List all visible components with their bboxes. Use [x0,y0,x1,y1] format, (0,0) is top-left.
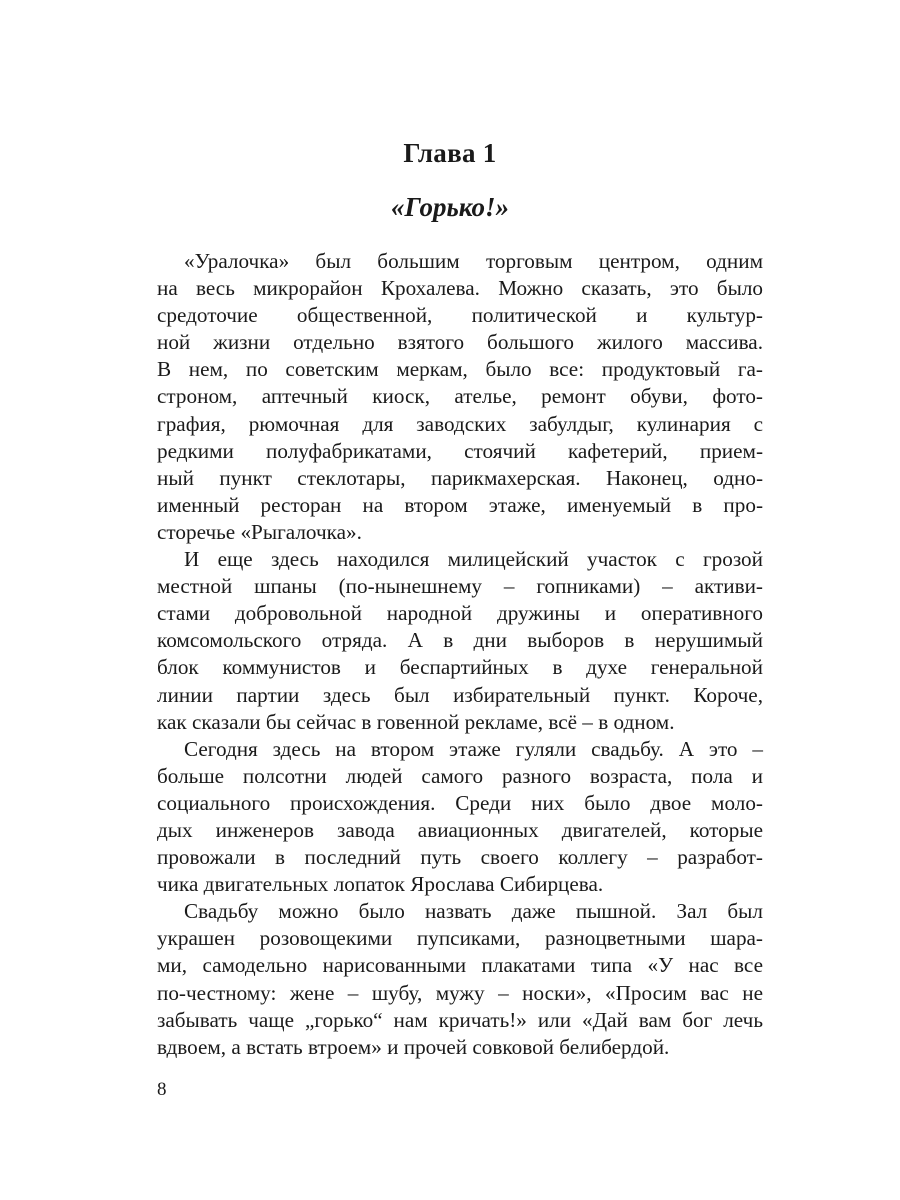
text-line: сторечье «Рыгалочка». [157,519,362,544]
text-line: дых инженеров завода авиационных двигателей, которые [157,817,763,842]
paragraph-1 [157,248,763,546]
text-line: вдвоем, а встать втроем» и прочей совковой белибердой. [157,1034,670,1059]
text-line: «Уралочка» был большим торговым центром, одним [184,249,763,273]
text-line: на весь микрорайон Крохалева. Можно сказать, это было [157,276,763,301]
text-line: линии партии здесь был избирательный пункт. Короче, [157,682,763,707]
text-line: блок коммунистов и беспартийных в духе генеральной [157,655,763,680]
paragraph-3 [157,736,763,899]
paragraph-4 [157,898,763,1061]
text-line: редкими полуфабрикатами, стоячий кафетерий, прием- [157,438,763,463]
text-line: строном, аптечный киоск, ателье, ремонт обуви, фото- [157,384,763,409]
text-line: забывать чаще „горько“ нам кричать!» или «Дай вам бог лечь [157,1007,763,1032]
paragraph-2 [157,546,763,736]
text-line: больше полсотни людей самого разного возраста, пола и [157,763,763,788]
text-line: ми, самодельно нарисованными плакатами типа «У нас все [157,953,763,978]
text-line: социального происхождения. Среди них было двое моло- [157,790,763,815]
text-line: ный пункт стеклотары, парикмахерская. Наконец, одно- [157,465,763,490]
text-line: провожали в последний путь своего коллегу – разработ- [157,845,763,870]
text-line: ной жизни отдельно взятого большого жилого массива. [157,330,763,355]
text-line: графия, рюмочная для заводских забулдыг, кулинария с [157,411,763,436]
text-line: именный ресторан на втором этаже, именуемый в про- [157,492,763,517]
text-line: комсомольского отряда. А в дни выборов в нерушимый [157,628,763,653]
body-text [157,248,763,1061]
text-line: В нем, по советским меркам, было все: продуктовый га- [157,357,763,382]
text-line: как сказали бы сейчас в говенной рекламе, всё – в одном. [157,709,675,734]
text-line: местной шпаны (по-нынешнему – гопниками) – активи- [157,574,763,599]
page-number: 8 [157,1079,167,1100]
text-line: украшен розовощекими пупсиками, разноцветными шара- [157,926,763,951]
chapter-subtitle: «Горько!» [391,192,509,222]
text-line: Сегодня здесь на втором этаже гуляли свадьбу. А это – [184,736,763,761]
text-line: средоточие общественной, политической и культур- [157,303,763,328]
text-line: И еще здесь находился милицейский участок с грозой [184,547,763,572]
text-line: по-честному: жене – шубу, мужу – носки», «Просим вас не [157,980,763,1005]
text-line: стами добровольной народной дружины и оперативного [157,601,763,626]
chapter-title: Глава 1 [403,138,497,168]
text-line: Свадьбу можно было назвать даже пышной. Зал был [184,899,763,924]
text-line: чика двигательных лопаток Ярослава Сибирцева. [157,872,604,897]
